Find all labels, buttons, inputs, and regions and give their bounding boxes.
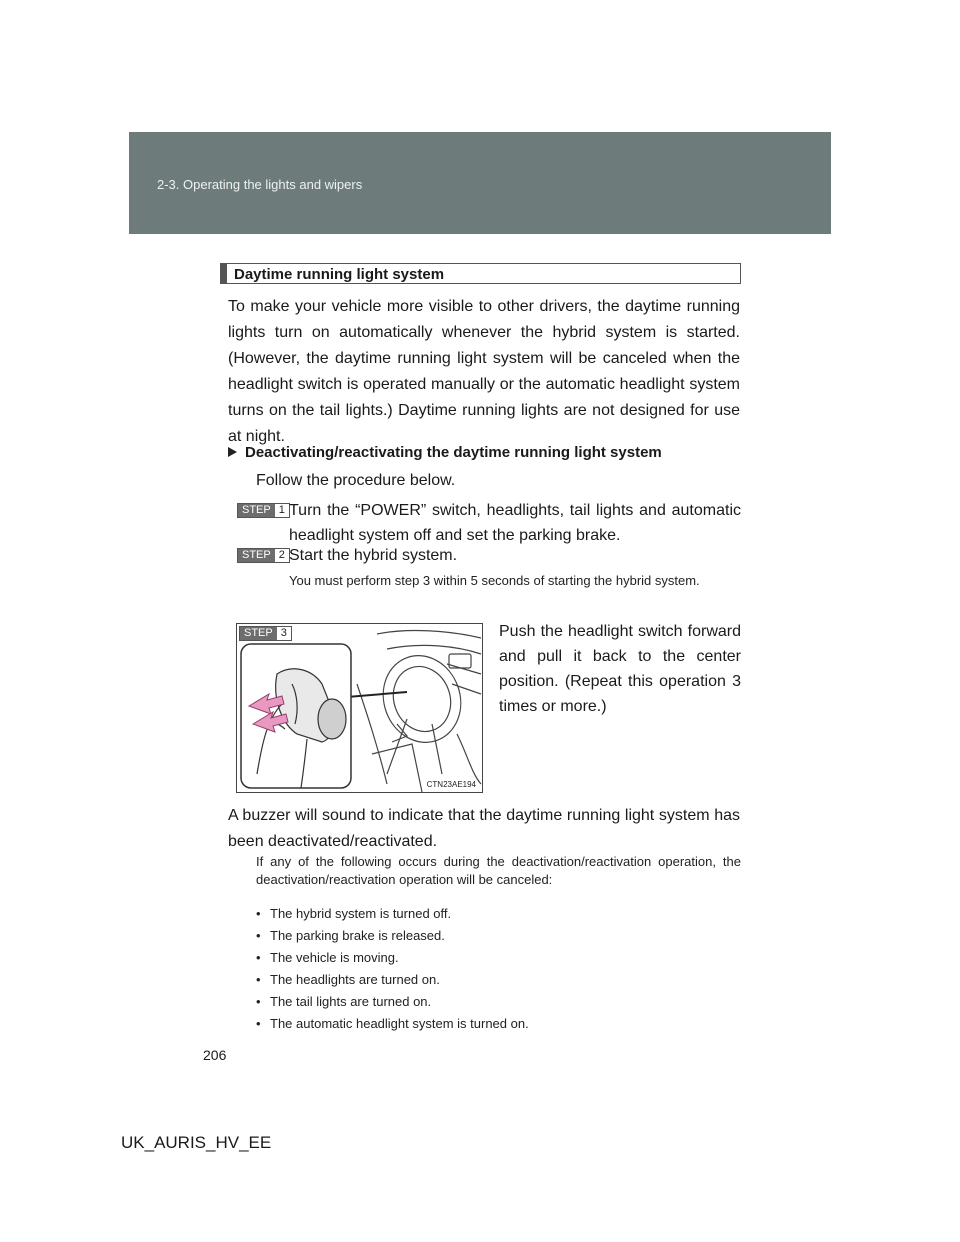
step-3-text: Push the headlight switch forward and pull it back to the center position. (Repeat this operation 3 times or more.) [499,623,741,715]
step-2-label: STEP [238,549,275,562]
section-title-box [220,263,741,284]
subsection-heading-text: Deactivating/reactivating the daytime running light system [245,444,662,461]
chapter-section-title: 2-3. Operating the lights and wipers [157,177,363,192]
step-2-note: You must perform step 3 within 5 seconds of starting the hybrid system. [289,573,700,588]
page-number: 206 [203,1047,227,1063]
bullet-dot: • [256,1016,261,1031]
bullet-dot: • [256,906,261,921]
list-item [256,950,399,965]
list-item-text: The hybrid system is turned off. [270,906,452,921]
list-item-text: The parking brake is released. [270,928,445,943]
step-3-badge [239,626,292,641]
bullet-dot: • [256,950,261,965]
triangle-bullet-icon [228,447,237,457]
step-3-label: STEP [240,627,277,640]
step-2-text: Start the hybrid system. [289,547,458,564]
section-title: Daytime running light system [234,266,445,283]
headlight-switch-figure [236,623,483,793]
step-3-number: 3 [277,627,291,640]
bullet-dot: • [256,994,261,1009]
subsection-heading [228,444,662,461]
step-1-badge [237,503,290,518]
bullet-dot: • [256,928,261,943]
step-1-label: STEP [238,504,275,517]
step-2-badge [237,548,290,563]
list-item-text: The automatic headlight system is turned on. [270,1016,529,1031]
list-item [256,972,440,987]
steering-column-illustration [237,624,482,792]
list-item [256,1016,529,1031]
list-item [256,906,451,921]
step-1-text: Turn the “POWER” switch, headlights, tail lights and automatic headlight system off and set the parking brake. [289,502,741,544]
buzzer-paragraph: A buzzer will sound to indicate that the daytime running light system has been deactivated/reactivated. [228,807,740,850]
footer-code: UK_AURIS_HV_EE [121,1133,272,1152]
chapter-header-band [129,132,831,234]
step-1-number: 1 [275,504,289,517]
list-item-text: The vehicle is moving. [270,950,399,965]
section-title-bar [221,264,227,283]
step-2-number: 2 [275,549,289,562]
list-item-text: The headlights are turned on. [270,972,440,987]
figure-code: CTN23AE194 [426,780,476,789]
bullet-dot: • [256,972,261,987]
cancel-intro-note: If any of the following occurs during the deactivation/reactivation operation, the deactivation/reactivation operation will be canceled: [256,854,741,887]
follow-procedure-text: Follow the procedure below. [256,472,456,489]
list-item [256,928,445,943]
list-item [256,994,431,1009]
list-item-text: The tail lights are turned on. [270,994,432,1009]
intro-paragraph: To make your vehicle more visible to other drivers, the daytime running lights turn on automatically whenever the hybrid system is started. (However, the daytime running light system will be canceled when the headlight switch is operated manually or the automatic headlight system turns on the tail lights.) Daytime running lights are not designed for use at night. [228,298,740,445]
